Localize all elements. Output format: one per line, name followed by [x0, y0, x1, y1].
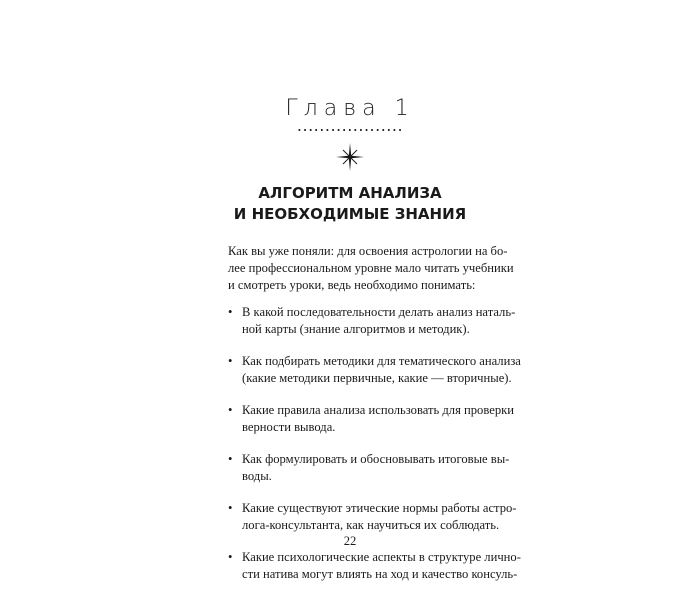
chapter-title — [0, 183, 700, 225]
text-line: сти натива могут влиять на ход и качество консуль- — [242, 567, 518, 581]
chapter-label: Глава 1 — [285, 96, 415, 121]
bullet-icon: • — [228, 452, 233, 466]
text-line: и смотреть уроки, ведь необходимо понимать: — [228, 278, 476, 292]
text-line: (какие методики первичные, какие — вторичные). — [242, 371, 512, 385]
text-line: верности вывода. — [242, 420, 336, 434]
text-line: В какой последовательности делать анализ наталь- — [242, 305, 516, 319]
star-ornament-icon — [335, 142, 365, 172]
text-line: лее профессиональном уровне мало читать учебники — [228, 261, 514, 275]
text-line: воды. — [242, 469, 272, 483]
page-number: 22 — [343, 534, 357, 548]
text-line: Как формулировать и обосновывать итоговые вы- — [242, 452, 510, 466]
chapter-title-line-1: АЛГОРИТМ АНАЛИЗА — [258, 184, 442, 202]
bullet-icon: • — [228, 354, 233, 368]
text-line: Какие правила анализа использовать для проверки — [242, 403, 514, 417]
list-item — [228, 353, 521, 387]
text-line: Какие существуют этические нормы работы астро- — [242, 501, 517, 515]
list-item — [228, 304, 516, 338]
chapter-title-line-2: И НЕОБХОДИМЫЕ ЗНАНИЯ — [233, 205, 467, 223]
list-item — [228, 500, 517, 534]
intro-paragraph — [228, 243, 514, 294]
text-line: Какие психологические аспекты в структуре лично- — [242, 550, 521, 564]
list-item — [228, 549, 521, 583]
text-line: ной карты (знание алгоритмов и методик). — [242, 322, 470, 336]
bullet-icon: • — [228, 403, 233, 417]
text-line: Как подбирать методики для тематического анализа — [242, 354, 521, 368]
bullet-icon: • — [228, 501, 233, 515]
list-item — [228, 451, 510, 485]
bullet-icon: • — [228, 305, 233, 319]
bullet-icon: • — [228, 550, 233, 564]
dotted-separator: ................... — [296, 116, 404, 135]
text-line: лога-консультанта, как научиться их соблюдать. — [242, 518, 500, 532]
list-item — [228, 402, 514, 436]
text-line: Как вы уже поняли: для освоения астрологии на бо- — [228, 244, 508, 258]
